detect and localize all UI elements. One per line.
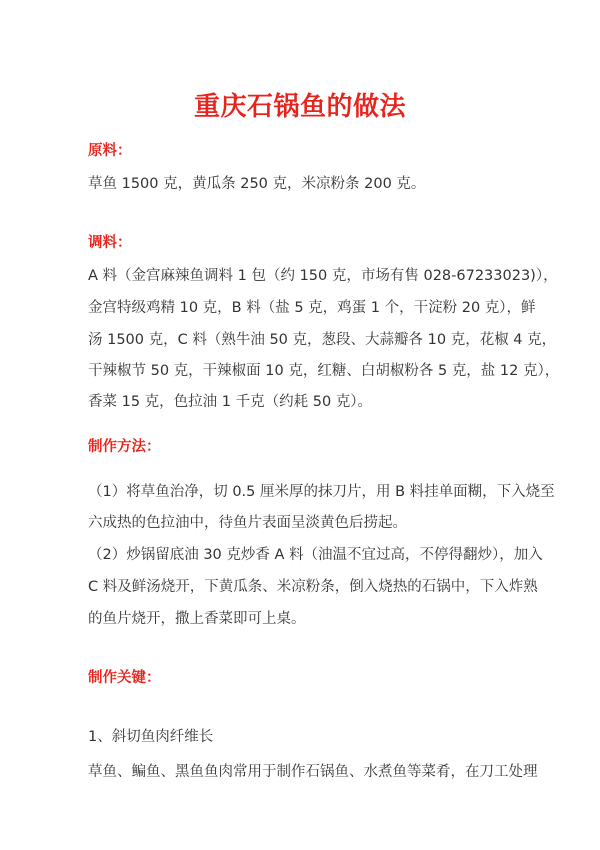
- method-line: （1）将草鱼治净，切 0.5 厘米厚的抹刀片，用 B 料挂单面糊，下入烧至: [88, 484, 555, 500]
- method-heading: 制作方法：: [88, 439, 161, 455]
- keys-line: 1、斜切鱼肉纤维长: [88, 729, 214, 745]
- seasonings-line: A 料（金宫麻辣鱼调料 1 包（约 150 克，市场有售 028-67233023)），: [88, 268, 558, 284]
- method-line: 六成热的色拉油中，待鱼片表面呈淡黄色后捞起。: [88, 515, 407, 531]
- recipe-title: 重庆石锅鱼的做法: [193, 92, 406, 122]
- seasonings-line: 干辣椒节 50 克，干辣椒面 10 克，红糖、白胡椒粉各 5 克，盐 12 克），: [88, 363, 560, 379]
- seasonings-line: 汤 1500 克，C 料（熟牛油 50 克，葱段、大蒜瓣各 10 克，花椒 4 克，: [88, 332, 557, 348]
- keys-line: 草鱼、鳊鱼、黑鱼鱼肉常用于制作石锅鱼、水煮鱼等菜肴，在刀工处理: [88, 764, 538, 780]
- ingredients-heading: 原料：: [88, 143, 132, 159]
- method-line: （2）炒锅留底油 30 克炒香 A 料（油温不宜过高，不停得翻炒），加入: [88, 547, 543, 563]
- method-line: 的鱼片烧开，撒上香菜即可上桌。: [88, 611, 306, 627]
- seasonings-line: 香菜 15 克，色拉油 1 千克（约耗 50 克）。: [88, 394, 373, 410]
- seasonings-heading: 调料：: [88, 235, 132, 251]
- method-line: C 料及鲜汤烧开，下黄瓜条、米凉粉条，倒入烧热的石锅中，下入炸熟: [88, 579, 538, 595]
- ingredients-line: 草鱼 1500 克，黄瓜条 250 克，米凉粉条 200 克。: [88, 176, 426, 192]
- seasonings-line: 金宫特级鸡精 10 克，B 料（盐 5 克，鸡蛋 1 个，干淀粉 20 克），鲜: [88, 300, 536, 316]
- keys-heading: 制作关键：: [88, 670, 161, 686]
